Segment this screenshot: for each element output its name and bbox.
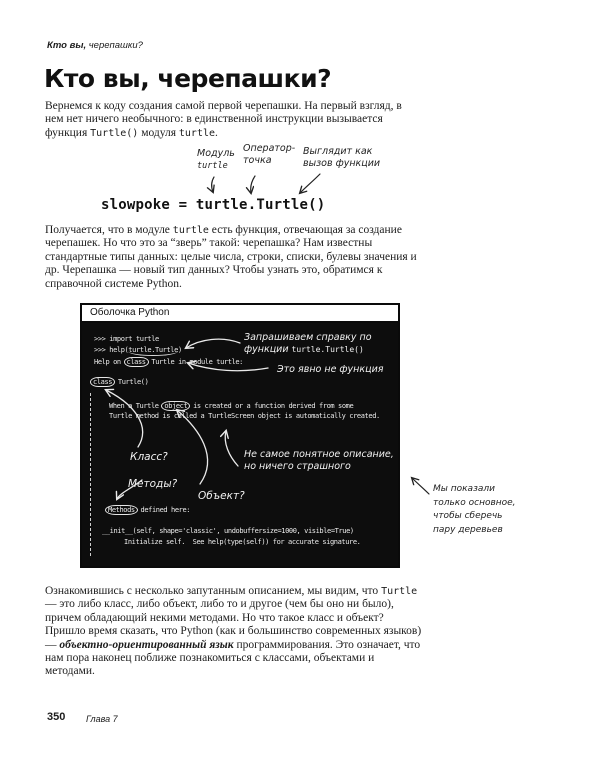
running-header-italic: черепашки? [86, 40, 143, 51]
intro-code-1: Turtle() [90, 127, 139, 139]
shell-line-helpon [94, 357, 243, 367]
note-module [197, 148, 235, 172]
chapter-label: Глава 7 [86, 714, 118, 724]
note-function-call [303, 146, 380, 170]
annotation-not-function: Это явно не функция [277, 364, 384, 375]
intro-code-2: turtle [178, 127, 216, 139]
code-line: slowpoke = turtle.Turtle() [101, 197, 326, 213]
annotation-object-question: Объект? [198, 490, 245, 502]
note-call-line1: Выглядит как [303, 146, 373, 157]
help-output-margin-line [90, 393, 91, 556]
closing-text-1: Ознакомившись с несколько запутанным описанием, мы видим, что [45, 585, 382, 597]
margin-note-line4: пару деревьев [433, 524, 503, 535]
shell-help-underlined: turtle.Turtle [128, 346, 178, 354]
margin-note [433, 483, 516, 537]
middle-text-1: Получается, что в модуле [45, 224, 173, 236]
shell-line-help [94, 346, 182, 354]
closing-paragraph [45, 585, 423, 679]
annotation-description-line1: Не самое понятное описание, [244, 449, 394, 460]
shell-class-circled: class [90, 377, 115, 387]
shell-line-init2: Initialize self. See help(type(self)) for accurate signature. [124, 538, 361, 546]
shell-when-pre: When a Turtle [109, 402, 163, 410]
note-dot-operator [243, 143, 295, 167]
shell-line-class [91, 377, 148, 387]
closing-emphasis: объектно-ориентированный язык [59, 638, 234, 651]
running-header-bold: Кто вы, [47, 40, 87, 51]
note-dot-line1: Оператор- [243, 143, 296, 154]
annotation-description [244, 449, 394, 473]
arrow-dot-to-code [251, 176, 255, 193]
running-header [47, 40, 143, 51]
shell-helpon-post: Turtle in module turtle: [147, 358, 243, 366]
annotation-query-line1: Запрашиваем справку по [244, 332, 372, 343]
middle-code-1: turtle [172, 225, 209, 236]
page-number: 350 [47, 711, 66, 723]
closing-text-3: программирования. Это означает, что нам пора наконец поближе познакомиться с классами, объектами и методами. [45, 638, 421, 678]
shell-class-post: Turtle() [114, 378, 149, 386]
shell-line-when [109, 401, 353, 411]
annotation-class-question: Класс? [130, 451, 168, 463]
intro-text-3: . [215, 126, 218, 139]
shell-title: Оболочка Python [90, 307, 170, 318]
shell-line-init: __init__(self, shape='classic', undobuffersize=1000, visible=True) [102, 527, 354, 535]
shell-methods-circled: Methods [105, 505, 138, 515]
intro-text-2: модуля [138, 126, 179, 139]
shell-line-when2: Turtle method is called a TurtleScreen object is automatically created. [109, 412, 380, 420]
shell-when-post: is created or a function derived from some [189, 402, 354, 410]
margin-note-line1: Мы показали [433, 484, 495, 494]
note-call-line2: вызов функции [303, 158, 381, 169]
page-title: Кто вы, черепашки? [44, 64, 332, 93]
annotation-description-line2: но ничего страшного [244, 461, 351, 472]
shell-help-post: ) [177, 346, 182, 354]
middle-text-2: есть функция, отвечающая за создание черепашек. Но что это за “зверь” такой: черепашка? Нам известны стандартные типы данных: целые числа, строки, списки, булевы значения и др. Черепашка — новый тип данных? Чтобы узнать это, обратимся к справочной системе Python. [45, 224, 417, 290]
shell-helpon-circled: class [124, 357, 149, 367]
shell-line-methods [106, 505, 190, 515]
shell-titlebar [82, 305, 398, 323]
arrow-call-to-code [300, 174, 320, 193]
annotation-query [244, 332, 372, 356]
annotation-query-code: turtle.Turtle() [291, 345, 364, 354]
margin-note-line3: чтобы сберечь [433, 511, 503, 521]
closing-code-1: Turtle [381, 586, 418, 597]
arrow-margin-note [412, 478, 429, 494]
shell-helpon-pre: Help on [94, 358, 125, 366]
intro-text-1: Вернемся к коду создания самой первой черепашки. На первый взгляд, в нем нет ничего необычного: в единственной инструкции вызывается функция [45, 100, 402, 139]
note-module-line2: turtle [197, 161, 228, 171]
intro-paragraph [45, 100, 423, 140]
note-module-line1: Модуль [197, 148, 235, 159]
note-dot-line2: точка [243, 155, 272, 166]
middle-paragraph [45, 224, 423, 291]
arrow-module-to-code [212, 177, 214, 192]
shell-help-pre: >>> help( [94, 346, 129, 354]
annotation-query-line2: функции [244, 344, 292, 355]
python-shell-window [80, 303, 400, 568]
shell-methods-post: defined here: [136, 506, 191, 514]
shell-line-import: >>> import turtle [94, 335, 159, 343]
shell-when-circled: object [161, 401, 190, 411]
closing-text-2: — это либо класс, либо объект, либо то и другое (чем бы оно ни было), причем обладающий некими методами. Но что такое класс и объект? Пришло время сказать, что Python (как и большинство современных языков) — [45, 598, 422, 651]
margin-note-line2: только основное, [433, 497, 516, 508]
annotation-methods-question: Методы? [128, 478, 178, 490]
